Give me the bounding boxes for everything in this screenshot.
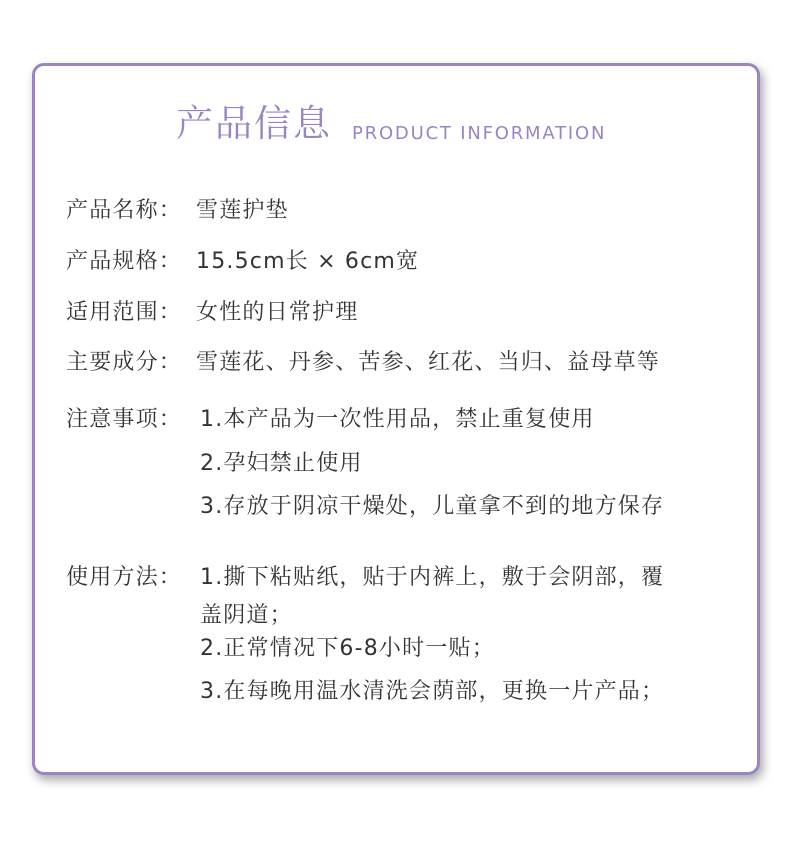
ingredients-value: 雪莲花、丹参、苦参、红花、当归、益母草等 <box>196 350 661 375</box>
precautions-label: 注意事项： <box>66 407 183 432</box>
usage-item: 3.在每晚用温水清洗会荫部，更换一片产品； <box>200 679 665 704</box>
product-name-label: 产品名称： <box>66 198 183 223</box>
usage-scope-value: 女性的日常护理 <box>196 300 359 325</box>
usage-item-continued: 盖阴道； <box>200 603 293 628</box>
page-title: 产品信息 <box>176 102 332 145</box>
precaution-item: 1.本产品为一次性用品，禁止重复使用 <box>200 407 595 432</box>
usage-item: 2.正常情况下6-8小时一贴； <box>200 636 495 661</box>
precaution-item: 3.存放于阴凉干燥处，儿童拿不到的地方保存 <box>200 494 665 519</box>
product-name-value: 雪莲护垫 <box>196 198 289 223</box>
usage-scope-label: 适用范围： <box>66 300 183 325</box>
page-subtitle: PRODUCT INFORMATION <box>352 123 607 144</box>
product-spec-value: 15.5cm长 × 6cm宽 <box>196 249 420 274</box>
ingredients-label: 主要成分： <box>66 350 183 375</box>
precaution-item: 2.孕妇禁止使用 <box>200 451 363 476</box>
product-spec-label: 产品规格： <box>66 249 183 274</box>
usage-item: 1.撕下粘贴纸，贴于内裤上，敷于会阴部，覆 <box>200 565 665 590</box>
usage-method-label: 使用方法： <box>66 565 183 590</box>
